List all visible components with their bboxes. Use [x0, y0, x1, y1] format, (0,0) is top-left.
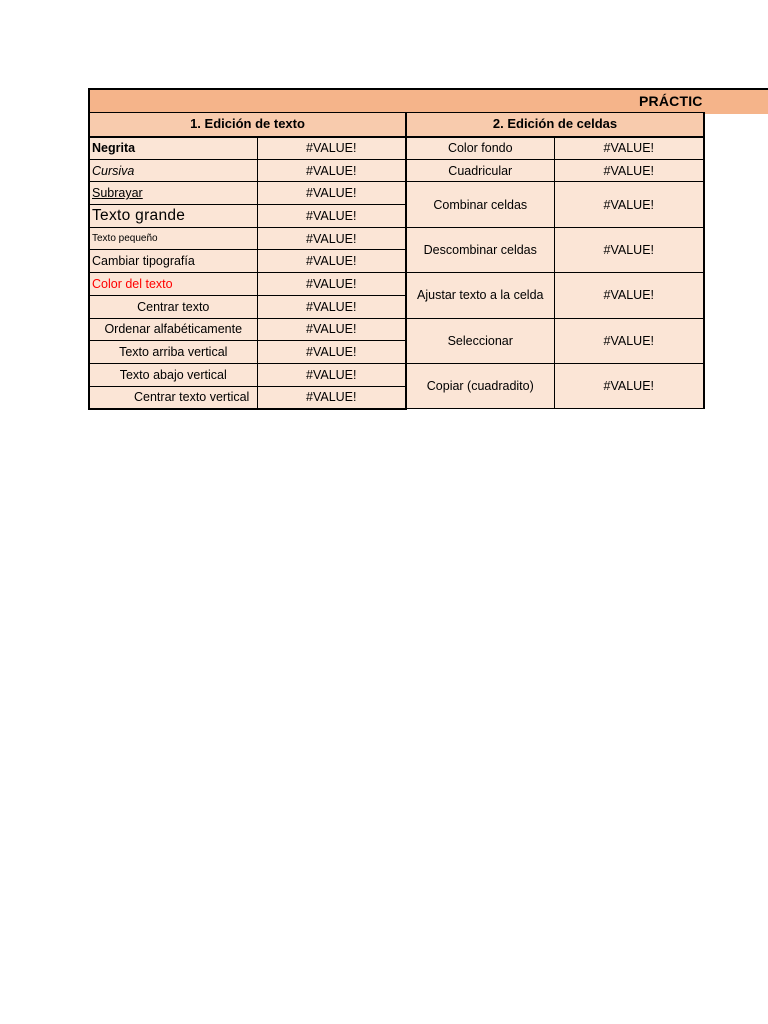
value-cell[interactable]: #VALUE!: [257, 295, 406, 318]
label-cell[interactable]: Combinar celdas: [406, 182, 554, 227]
value-cell[interactable]: #VALUE!: [257, 341, 406, 364]
title-bar[interactable]: [88, 88, 768, 114]
label-cell[interactable]: Texto abajo vertical: [89, 363, 257, 386]
value-cell[interactable]: #VALUE!: [554, 273, 704, 318]
underlined-label: Subrayar: [92, 186, 143, 201]
label-cell[interactable]: Copiar (cuadradito): [406, 363, 554, 408]
label-cell[interactable]: [89, 182, 257, 205]
value-cell[interactable]: #VALUE!: [257, 137, 406, 160]
table-row: [89, 227, 704, 250]
label-cell[interactable]: Texto grande: [89, 205, 257, 228]
label-cell[interactable]: Cursiva: [89, 159, 257, 182]
value-cell[interactable]: #VALUE!: [554, 159, 704, 182]
header-row: [89, 113, 704, 137]
label-cell[interactable]: Ajustar texto a la celda: [406, 273, 554, 318]
value-cell[interactable]: #VALUE!: [257, 386, 406, 409]
value-cell[interactable]: #VALUE!: [554, 363, 704, 408]
value-cell[interactable]: #VALUE!: [554, 227, 704, 272]
label-cell[interactable]: Centrar texto: [89, 295, 257, 318]
section-header-cell-editing[interactable]: 2. Edición de celdas: [406, 113, 704, 137]
label-cell[interactable]: Descombinar celdas: [406, 227, 554, 272]
label-cell[interactable]: Cuadricular: [406, 159, 554, 182]
value-cell[interactable]: #VALUE!: [257, 273, 406, 296]
value-cell[interactable]: #VALUE!: [257, 318, 406, 341]
value-cell[interactable]: #VALUE!: [554, 137, 704, 160]
value-cell[interactable]: #VALUE!: [257, 250, 406, 273]
table-row: [89, 273, 704, 296]
table-row: [89, 318, 704, 341]
section-header-text-editing[interactable]: 1. Edición de texto: [89, 113, 406, 137]
label-cell[interactable]: Cambiar tipografía: [89, 250, 257, 273]
label-cell[interactable]: Ordenar alfabéticamente: [89, 318, 257, 341]
value-cell[interactable]: #VALUE!: [257, 159, 406, 182]
table-row: [89, 159, 704, 182]
value-cell[interactable]: #VALUE!: [257, 227, 406, 250]
label-cell[interactable]: Texto pequeño: [89, 227, 257, 250]
label-cell[interactable]: Color del texto: [89, 273, 257, 296]
label-cell[interactable]: Negrita: [89, 137, 257, 160]
label-cell[interactable]: Texto arriba vertical: [89, 341, 257, 364]
label-cell[interactable]: Centrar texto vertical: [89, 386, 257, 409]
table-row: [89, 182, 704, 205]
label-cell[interactable]: Seleccionar: [406, 318, 554, 363]
value-cell[interactable]: #VALUE!: [257, 205, 406, 228]
label-cell[interactable]: Color fondo: [406, 137, 554, 160]
practice-table: [88, 112, 705, 410]
table-row: [89, 137, 704, 160]
value-cell[interactable]: #VALUE!: [554, 182, 704, 227]
value-cell[interactable]: #VALUE!: [554, 318, 704, 363]
value-cell[interactable]: #VALUE!: [257, 182, 406, 205]
table-row: [89, 363, 704, 386]
sheet-title: PRÁCTIC: [639, 93, 703, 109]
value-cell[interactable]: #VALUE!: [257, 363, 406, 386]
